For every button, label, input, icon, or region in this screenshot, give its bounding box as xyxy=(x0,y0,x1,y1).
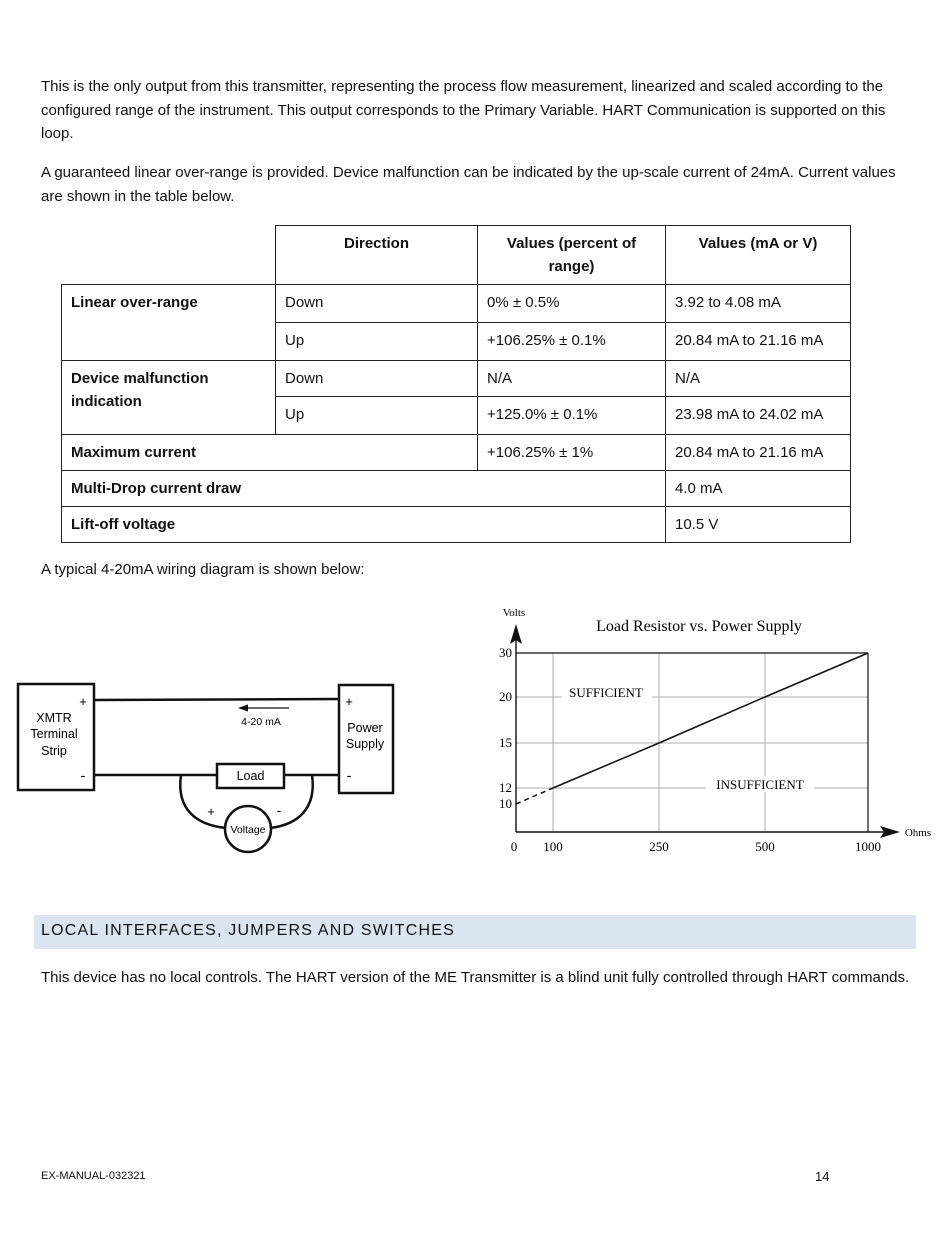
chart-title: Load Resistor vs. Power Supply xyxy=(596,618,802,635)
voltmeter-plus-label: + xyxy=(207,804,215,819)
xmtr-label-line3: Strip xyxy=(41,744,67,758)
chart-series xyxy=(516,653,868,804)
cell-value: N/A xyxy=(666,361,851,397)
cell-percent: N/A xyxy=(478,361,666,397)
cell-percent: +106.25% ± 0.1% xyxy=(478,323,666,361)
intro-paragraph: This is the only output from this transmitter, representing the process flow measurement, linearized and scaled according to the configured range of the instrument. This output corresponds to the Primary Variable. HART Communication is supported on this loop. xyxy=(41,78,886,142)
power-label-line2: Supply xyxy=(345,737,385,751)
series-line-dashed xyxy=(516,788,553,804)
series-line-solid xyxy=(553,653,868,788)
row-label-malfunction: Device malfunction indication xyxy=(62,361,276,435)
current-label: 4-20 mA xyxy=(241,716,281,728)
table-header-row xyxy=(62,226,851,285)
region-label-sufficient: SUFFICIENT xyxy=(569,685,643,700)
footer-doc-id: EX-MANUAL-032321 xyxy=(41,1170,146,1182)
row-label-multidrop: Multi-Drop current draw xyxy=(62,471,666,507)
cell-value: 10.5 V xyxy=(666,507,851,543)
arrowhead-icon xyxy=(238,705,248,712)
y-tick-label: 10 xyxy=(499,796,512,811)
x-tick-label: 250 xyxy=(649,839,669,854)
xmtr-plus-label: + xyxy=(79,694,87,709)
row-label-max-current: Maximum current xyxy=(62,435,478,471)
y-tick-label: 30 xyxy=(499,645,512,660)
footer-page-number: 14 xyxy=(815,1169,830,1184)
region-label-insufficient: INSUFFICIENT xyxy=(716,777,804,792)
power-minus-label: - xyxy=(346,767,352,783)
table-row xyxy=(62,435,851,471)
positive-wire xyxy=(94,699,339,700)
table-row xyxy=(62,507,851,543)
load-resistor-chart xyxy=(490,600,940,865)
cell-value: 23.98 mA to 24.02 mA xyxy=(666,397,851,435)
cell-value: 20.84 mA to 21.16 mA xyxy=(666,435,851,471)
chart-ticks xyxy=(499,645,881,854)
table-row xyxy=(62,361,851,397)
chart-y-axis-label: Volts xyxy=(502,607,526,619)
voltmeter-wire-left xyxy=(180,775,226,828)
cell-value: 20.84 mA to 21.16 mA xyxy=(666,323,851,361)
section-title: LOCAL INTERFACES, JUMPERS AND SWITCHES xyxy=(41,922,455,939)
cell-value: 4.0 mA xyxy=(666,471,851,507)
table-corner-cell xyxy=(62,226,276,285)
voltmeter-minus-label: - xyxy=(276,802,282,818)
x-tick-label: 0 xyxy=(510,839,518,854)
cell-percent: 0% ± 0.5% xyxy=(478,285,666,323)
cell-percent: +106.25% ± 1% xyxy=(478,435,666,471)
over-range-paragraph: A guaranteed linear over-range is provided. Device malfunction can be indicated by the up-scale current of 24mA. Current values are shown in the table below. xyxy=(41,164,896,205)
x-tick-label: 500 xyxy=(755,839,775,854)
y-tick-label: 15 xyxy=(499,735,512,750)
local-controls-paragraph: This device has no local controls. The HART version of the ME Transmitter is a blind unit fully controlled through HART commands. xyxy=(41,969,910,986)
header-percent: Values (percent of range) xyxy=(478,226,666,285)
header-value: Values (mA or V) xyxy=(666,226,851,285)
header-direction: Direction xyxy=(276,226,478,285)
chart-x-axis-label: Ohms xyxy=(904,827,932,839)
load-label: Load xyxy=(236,769,265,783)
section-header xyxy=(34,915,916,949)
power-plus-label: + xyxy=(345,694,353,709)
cell-direction: Up xyxy=(276,397,478,435)
xmtr-label-line2: Terminal xyxy=(30,727,78,741)
row-label-linear: Linear over-range xyxy=(62,285,276,361)
cell-direction: Down xyxy=(276,285,478,323)
chart-axes xyxy=(510,624,900,838)
table-row xyxy=(62,285,851,323)
xmtr-label-line1: XMTR xyxy=(36,711,72,725)
y-tick-label: 12 xyxy=(499,780,512,795)
y-tick-label: 20 xyxy=(499,689,512,704)
power-label-line1: Power xyxy=(347,721,383,735)
cell-value: 3.92 to 4.08 mA xyxy=(666,285,851,323)
wiring-diagram xyxy=(12,670,402,860)
cell-percent: +125.0% ± 0.1% xyxy=(478,397,666,435)
table-row xyxy=(62,471,851,507)
voltage-label: Voltage xyxy=(230,824,266,836)
xmtr-minus-label: - xyxy=(80,767,86,783)
wiring-intro-paragraph: A typical 4-20mA wiring diagram is shown below: xyxy=(41,561,365,578)
cell-direction: Down xyxy=(276,361,478,397)
x-tick-label: 100 xyxy=(543,839,563,854)
x-tick-label: 1000 xyxy=(855,839,881,854)
row-label-liftoff: Lift-off voltage xyxy=(62,507,666,543)
chart-grid xyxy=(516,653,868,832)
cell-direction: Up xyxy=(276,323,478,361)
current-values-table xyxy=(61,225,851,543)
